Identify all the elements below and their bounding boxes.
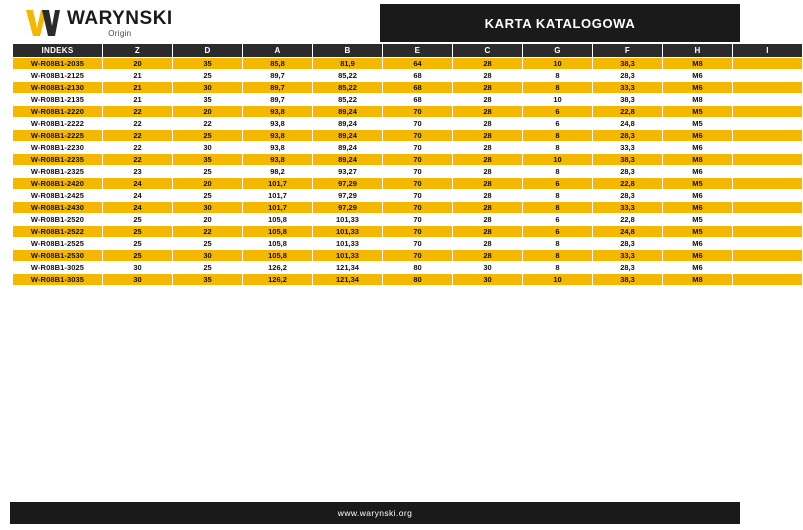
table-cell: 10: [523, 94, 593, 106]
table-cell: 10: [523, 154, 593, 166]
table-cell: 101,33: [313, 238, 383, 250]
table-cell: 30: [453, 274, 523, 286]
table-cell: 22: [103, 118, 173, 130]
table-cell: 23: [103, 166, 173, 178]
table-cell: 24: [103, 190, 173, 202]
table-cell: 30: [103, 262, 173, 274]
brand-text: [67, 9, 173, 38]
table-cell: 70: [383, 250, 453, 262]
table-cell: 24,8: [593, 226, 663, 238]
row-index-cell: W-R08B1-2530: [13, 250, 103, 262]
row-index-cell: W-R08B1-2130: [13, 82, 103, 94]
table-cell: 25: [103, 226, 173, 238]
table-cell: 8: [523, 166, 593, 178]
row-index-cell: W-R08B1-2430: [13, 202, 103, 214]
table-cell: [733, 106, 803, 118]
table-cell: 28: [453, 250, 523, 262]
table-cell: 30: [173, 82, 243, 94]
table-cell: 25: [173, 238, 243, 250]
table-cell: 25: [103, 250, 173, 262]
table-cell: 121,34: [313, 274, 383, 286]
table-cell: 70: [383, 166, 453, 178]
table-cell: 97,29: [313, 202, 383, 214]
table-cell: 20: [103, 58, 173, 70]
table-cell: 28,3: [593, 238, 663, 250]
table-cell: 6: [523, 106, 593, 118]
table-row: [13, 250, 803, 262]
table-cell: 21: [103, 70, 173, 82]
table-cell: 70: [383, 154, 453, 166]
table-cell: 22: [103, 154, 173, 166]
table-cell: 28: [453, 118, 523, 130]
table-cell: M6: [663, 82, 733, 94]
table-cell: 97,29: [313, 178, 383, 190]
table-cell: 6: [523, 214, 593, 226]
table-cell: [733, 142, 803, 154]
table-cell: 25: [173, 70, 243, 82]
column-header: H: [663, 44, 733, 58]
table-cell: 101,7: [243, 190, 313, 202]
table-cell: 64: [383, 58, 453, 70]
column-header: I: [733, 44, 803, 58]
table-row: [13, 58, 803, 70]
table-cell: 105,8: [243, 214, 313, 226]
page-header: [10, 4, 380, 42]
table-header-row: [13, 44, 803, 58]
table-cell: 101,33: [313, 214, 383, 226]
table-row: [13, 166, 803, 178]
spec-table-container: [12, 43, 769, 286]
row-index-cell: W-R08B1-2522: [13, 226, 103, 238]
table-cell: 6: [523, 226, 593, 238]
table-cell: 22,8: [593, 214, 663, 226]
table-cell: 20: [173, 106, 243, 118]
document-title-band: [380, 4, 740, 42]
table-cell: 89,24: [313, 154, 383, 166]
table-cell: M8: [663, 58, 733, 70]
row-index-cell: W-R08B1-2325: [13, 166, 103, 178]
table-cell: 93,27: [313, 166, 383, 178]
table-cell: M6: [663, 238, 733, 250]
table-cell: 101,7: [243, 202, 313, 214]
table-cell: 22,8: [593, 106, 663, 118]
row-index-cell: W-R08B1-3035: [13, 274, 103, 286]
table-cell: [733, 226, 803, 238]
table-cell: M6: [663, 130, 733, 142]
table-row: [13, 262, 803, 274]
table-cell: 25: [173, 166, 243, 178]
brand-name: WARYNSKI: [67, 7, 173, 29]
table-cell: 10: [523, 274, 593, 286]
table-cell: 30: [173, 142, 243, 154]
table-cell: 35: [173, 154, 243, 166]
table-cell: 6: [523, 118, 593, 130]
table-cell: 28,3: [593, 190, 663, 202]
row-index-cell: W-R08B1-2135: [13, 94, 103, 106]
table-cell: 8: [523, 70, 593, 82]
table-cell: 89,7: [243, 94, 313, 106]
table-cell: 85,22: [313, 70, 383, 82]
table-cell: [733, 70, 803, 82]
table-cell: 126,2: [243, 262, 313, 274]
row-index-cell: W-R08B1-2225: [13, 130, 103, 142]
table-cell: 28,3: [593, 70, 663, 82]
row-index-cell: W-R08B1-2525: [13, 238, 103, 250]
column-header: F: [593, 44, 663, 58]
table-cell: [733, 82, 803, 94]
table-cell: M6: [663, 142, 733, 154]
table-row: [13, 154, 803, 166]
column-header: G: [523, 44, 593, 58]
table-cell: 105,8: [243, 250, 313, 262]
table-cell: 6: [523, 178, 593, 190]
table-cell: 33,3: [593, 82, 663, 94]
table-cell: 28: [453, 166, 523, 178]
table-cell: 28: [453, 82, 523, 94]
table-cell: 33,3: [593, 250, 663, 262]
table-cell: 35: [173, 94, 243, 106]
table-cell: 101,7: [243, 178, 313, 190]
table-cell: 70: [383, 202, 453, 214]
table-cell: 38,3: [593, 154, 663, 166]
table-cell: 25: [173, 262, 243, 274]
table-cell: [733, 130, 803, 142]
page-footer: [10, 502, 740, 524]
table-row: [13, 190, 803, 202]
row-index-cell: W-R08B1-2520: [13, 214, 103, 226]
table-cell: 38,3: [593, 94, 663, 106]
table-row: [13, 70, 803, 82]
table-cell: 30: [103, 274, 173, 286]
table-row: [13, 214, 803, 226]
table-cell: 28: [453, 106, 523, 118]
table-row: [13, 118, 803, 130]
table-cell: 38,3: [593, 274, 663, 286]
spec-table: [12, 43, 803, 286]
table-cell: 30: [453, 262, 523, 274]
table-cell: 85,22: [313, 82, 383, 94]
table-cell: 93,8: [243, 130, 313, 142]
row-index-cell: W-R08B1-2420: [13, 178, 103, 190]
table-cell: 28: [453, 94, 523, 106]
table-cell: 24: [103, 178, 173, 190]
table-cell: 81,9: [313, 58, 383, 70]
table-cell: 93,8: [243, 118, 313, 130]
table-cell: 85,22: [313, 94, 383, 106]
spec-table-body: [13, 58, 803, 286]
table-cell: 20: [173, 214, 243, 226]
table-cell: 20: [173, 178, 243, 190]
row-index-cell: W-R08B1-2220: [13, 106, 103, 118]
table-row: [13, 106, 803, 118]
table-cell: 89,7: [243, 70, 313, 82]
table-cell: 70: [383, 106, 453, 118]
table-cell: M6: [663, 190, 733, 202]
table-cell: 68: [383, 70, 453, 82]
brand-logo: [10, 8, 173, 38]
table-cell: 68: [383, 94, 453, 106]
table-cell: 89,24: [313, 106, 383, 118]
table-cell: [733, 262, 803, 274]
table-cell: 70: [383, 238, 453, 250]
table-cell: [733, 118, 803, 130]
table-cell: [733, 154, 803, 166]
table-cell: 105,8: [243, 226, 313, 238]
row-index-cell: W-R08B1-2222: [13, 118, 103, 130]
table-cell: 25: [103, 238, 173, 250]
table-cell: 121,34: [313, 262, 383, 274]
table-cell: M6: [663, 262, 733, 274]
table-cell: 38,3: [593, 58, 663, 70]
table-cell: 8: [523, 82, 593, 94]
table-cell: [733, 202, 803, 214]
table-cell: 25: [103, 214, 173, 226]
table-cell: M6: [663, 70, 733, 82]
table-cell: 89,7: [243, 82, 313, 94]
table-cell: 89,24: [313, 118, 383, 130]
table-row: [13, 238, 803, 250]
table-cell: 28: [453, 238, 523, 250]
row-index-cell: W-R08B1-2125: [13, 70, 103, 82]
table-cell: 97,29: [313, 190, 383, 202]
table-row: [13, 226, 803, 238]
table-cell: 24: [103, 202, 173, 214]
table-cell: M5: [663, 214, 733, 226]
table-cell: 30: [173, 202, 243, 214]
table-cell: 93,8: [243, 154, 313, 166]
column-header: Z: [103, 44, 173, 58]
table-cell: 28,3: [593, 166, 663, 178]
table-cell: 8: [523, 130, 593, 142]
table-cell: 105,8: [243, 238, 313, 250]
table-row: [13, 94, 803, 106]
table-cell: 8: [523, 250, 593, 262]
table-cell: 22: [173, 118, 243, 130]
table-cell: 25: [173, 130, 243, 142]
column-header: C: [453, 44, 523, 58]
table-cell: [733, 250, 803, 262]
row-index-cell: W-R08B1-2035: [13, 58, 103, 70]
table-cell: M8: [663, 94, 733, 106]
table-cell: 101,33: [313, 250, 383, 262]
table-cell: 22: [103, 142, 173, 154]
table-cell: 70: [383, 118, 453, 130]
table-cell: 25: [173, 190, 243, 202]
table-cell: [733, 274, 803, 286]
table-cell: 28: [453, 178, 523, 190]
table-cell: 98,2: [243, 166, 313, 178]
table-cell: 28,3: [593, 130, 663, 142]
table-cell: 89,24: [313, 142, 383, 154]
table-cell: 70: [383, 130, 453, 142]
table-cell: 28: [453, 58, 523, 70]
table-cell: 30: [173, 250, 243, 262]
table-cell: M6: [663, 166, 733, 178]
table-cell: 8: [523, 262, 593, 274]
brand-tagline: Origin: [108, 28, 132, 38]
table-cell: 28: [453, 70, 523, 82]
table-cell: 28: [453, 202, 523, 214]
table-cell: 22: [103, 130, 173, 142]
table-cell: [733, 58, 803, 70]
table-cell: 28: [453, 154, 523, 166]
column-header: A: [243, 44, 313, 58]
table-cell: 35: [173, 58, 243, 70]
table-cell: 8: [523, 202, 593, 214]
table-cell: 70: [383, 142, 453, 154]
table-cell: 70: [383, 226, 453, 238]
table-cell: 126,2: [243, 274, 313, 286]
row-index-cell: W-R08B1-2425: [13, 190, 103, 202]
table-cell: 89,24: [313, 130, 383, 142]
table-cell: 93,8: [243, 142, 313, 154]
table-cell: 28,3: [593, 262, 663, 274]
table-cell: 21: [103, 82, 173, 94]
table-cell: 10: [523, 58, 593, 70]
table-row: [13, 130, 803, 142]
row-index-cell: W-R08B1-2235: [13, 154, 103, 166]
table-cell: M5: [663, 226, 733, 238]
table-row: [13, 178, 803, 190]
table-cell: 33,3: [593, 202, 663, 214]
table-cell: M6: [663, 202, 733, 214]
table-cell: 8: [523, 142, 593, 154]
table-cell: 93,8: [243, 106, 313, 118]
table-cell: 22,8: [593, 178, 663, 190]
table-cell: 8: [523, 238, 593, 250]
table-cell: 28: [453, 214, 523, 226]
table-row: [13, 274, 803, 286]
table-cell: 80: [383, 274, 453, 286]
column-header: B: [313, 44, 383, 58]
table-cell: M5: [663, 106, 733, 118]
page-title: KARTA KATALOGOWA: [484, 15, 636, 31]
table-cell: M5: [663, 118, 733, 130]
table-cell: 70: [383, 214, 453, 226]
table-row: [13, 82, 803, 94]
table-cell: 33,3: [593, 142, 663, 154]
table-cell: [733, 190, 803, 202]
row-index-cell: W-R08B1-3025: [13, 262, 103, 274]
table-cell: M5: [663, 178, 733, 190]
table-cell: 80: [383, 262, 453, 274]
table-cell: 8: [523, 190, 593, 202]
table-cell: 22: [173, 226, 243, 238]
table-cell: 85,8: [243, 58, 313, 70]
column-header: INDEKS: [13, 44, 103, 58]
table-cell: 21: [103, 94, 173, 106]
table-cell: 35: [173, 274, 243, 286]
table-row: [13, 202, 803, 214]
table-cell: 101,33: [313, 226, 383, 238]
table-cell: 22: [103, 106, 173, 118]
table-row: [13, 142, 803, 154]
footer-url: www.warynski.org: [337, 508, 413, 518]
table-cell: 70: [383, 178, 453, 190]
table-cell: M6: [663, 250, 733, 262]
table-cell: 28: [453, 142, 523, 154]
table-cell: [733, 94, 803, 106]
column-header: E: [383, 44, 453, 58]
row-index-cell: W-R08B1-2230: [13, 142, 103, 154]
table-cell: [733, 214, 803, 226]
table-cell: [733, 166, 803, 178]
table-cell: 68: [383, 82, 453, 94]
table-cell: 24,8: [593, 118, 663, 130]
table-cell: 28: [453, 130, 523, 142]
table-cell: M8: [663, 154, 733, 166]
column-header: D: [173, 44, 243, 58]
table-cell: 70: [383, 190, 453, 202]
double-chevron-w-icon: [26, 8, 60, 38]
table-cell: [733, 238, 803, 250]
table-cell: M8: [663, 274, 733, 286]
table-cell: 28: [453, 226, 523, 238]
table-cell: [733, 178, 803, 190]
table-cell: 28: [453, 190, 523, 202]
